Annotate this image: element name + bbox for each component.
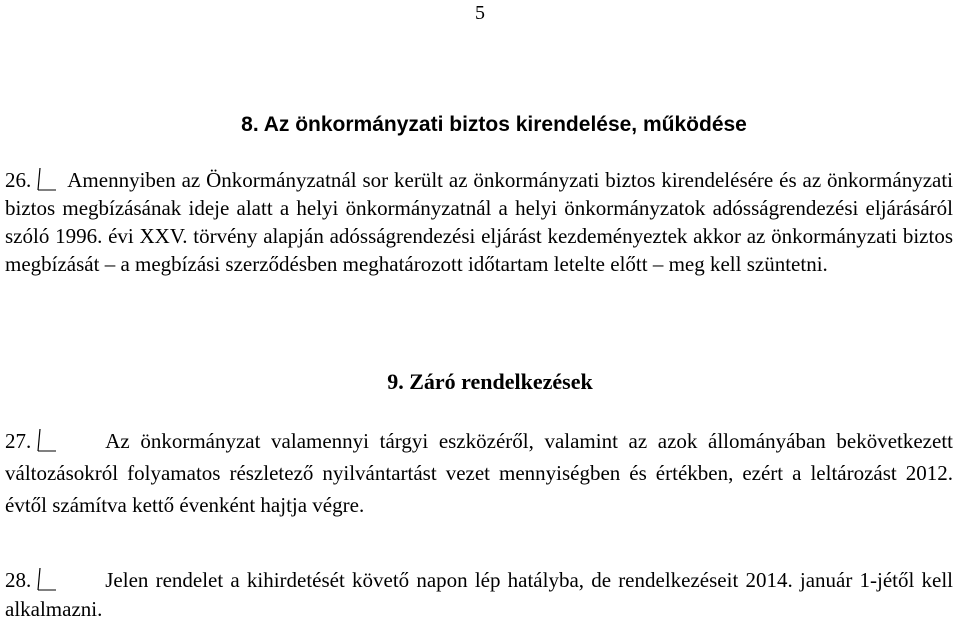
paragraph-26 [5, 166, 953, 278]
paragraph-text: Amennyiben az Önkormányzatnál sor került az önkormányzati biztos kirendelésére és az önkormányzati biztos megbízásának ideje alatt a helyi önkormányzatnál a helyi önkormányzatok adósságrendezési eljárásáról szóló 1996. évi XXV. törvény alapján adósságrendezési eljárást kezdeményeztek akkor az önkormányzati biztos megbízását – a megbízási szerződésben meghatározott időtartam letelte előtt – meg kell szüntetni. [5, 168, 953, 276]
paragraph-text: Jelen rendelet a kihirdetését követő napon lép hatályba, de rendelkezéseit 2014. január 1-jétől kell alkalmazni. [5, 568, 953, 621]
section-sign-icon [35, 428, 57, 452]
paragraph-27 [5, 425, 953, 521]
paragraph-number: 27. [5, 429, 32, 453]
paragraph-28 [5, 566, 953, 624]
section-sign-icon [35, 167, 57, 191]
paragraph-number: 28. [5, 568, 32, 592]
paragraph-number: 26. [5, 168, 32, 192]
page-number: 5 [475, 2, 485, 24]
section-8-heading: 8. Az önkormányzati biztos kirendelése, működése [241, 113, 747, 136]
paragraph-text: Az önkormányzat valamennyi tárgyi eszközéről, valamint az azok állományában bekövetkezett változásokról folyamatos részletező nyilvántartást vezet mennyiségben és értékben, ezért a leltározást 2012. évtől számítva kettő évenként hajtja végre. [5, 429, 953, 517]
section-9-heading: 9. Záró rendelkezések [387, 369, 593, 394]
section-sign-icon [35, 567, 57, 591]
